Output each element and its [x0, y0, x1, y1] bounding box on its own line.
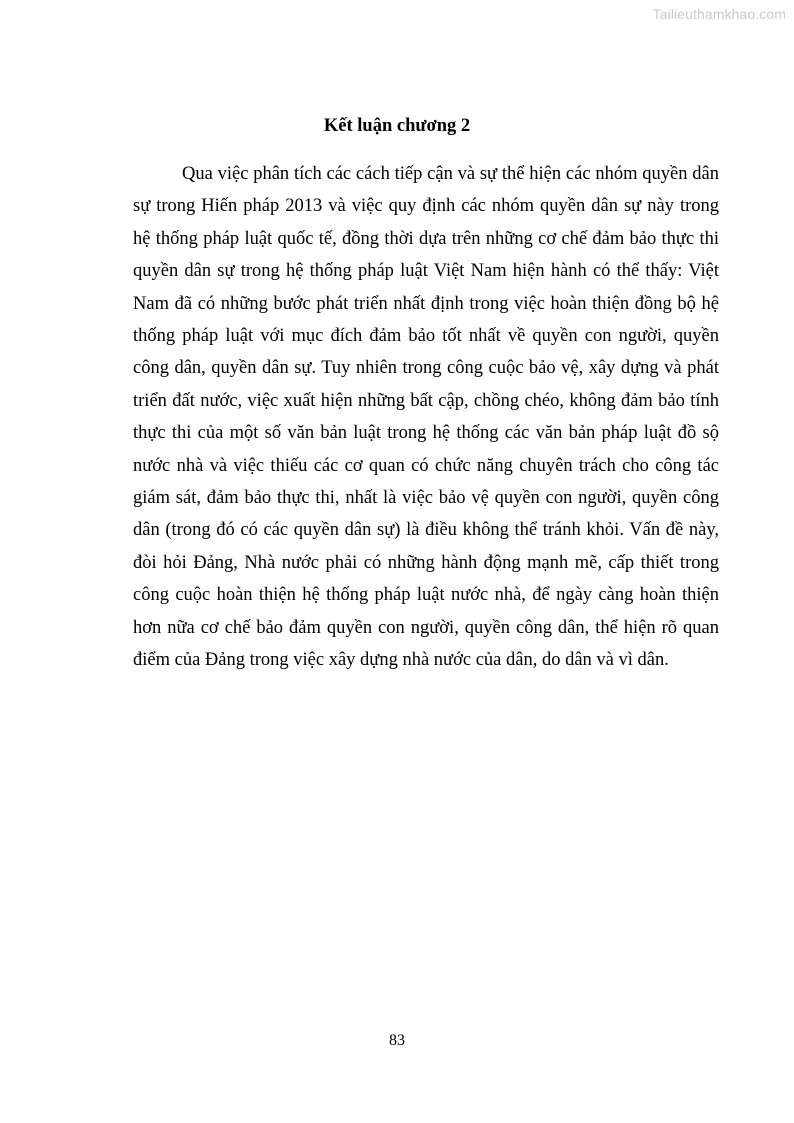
page-number: 83 [389, 1032, 405, 1049]
watermark: Tailieuthamkhao.com [652, 6, 786, 22]
body-paragraph: Qua việc phân tích các cách tiếp cận và sự thể hiện các nhóm quyền dân sự trong Hiến pháp 2013 và việc quy định các nhóm quyền dân sự này trong hệ thống pháp luật quốc tế, đồng thời dựa trên những cơ chế đảm bảo thực thi quyền dân sự trong hệ thống pháp luật Việt Nam hiện hành có thể thấy: Việt Nam đã có những bước phát triển nhất định trong việc hoàn thiện đồng bộ hệ thống pháp luật với mục đích đảm bảo tốt nhất về quyền con người, quyền công dân, quyền dân sự. Tuy nhiên trong công cuộc bảo vệ, xây dựng và phát triển đất nước, việc xuất hiện những bất cập, chồng chéo, không đảm bảo tính thực thi của một số văn bản luật trong hệ thống các văn bản pháp luật đồ sộ nước nhà và việc thiếu các cơ quan có chức năng chuyên trách cho công tác giám sát, đảm bảo thực thi, nhất là việc bảo vệ quyền con người, quyền công dân (trong đó có các quyền dân sự) là điều không thể tránh khỏi. Vấn đề này, đòi hỏi Đảng, Nhà nước phải có những hành động mạnh mẽ, cấp thiết trong công cuộc hoàn thiện hệ thống pháp luật nước nhà, để ngày càng hoàn thiện hơn nữa cơ chế bảo đảm quyền con người, quyền công dân, thể hiện rõ quan điểm của Đảng trong việc xây dựng nhà nước của dân, do dân và vì dân. [133, 164, 719, 671]
page-title: Kết luận chương 2 [323, 116, 471, 136]
